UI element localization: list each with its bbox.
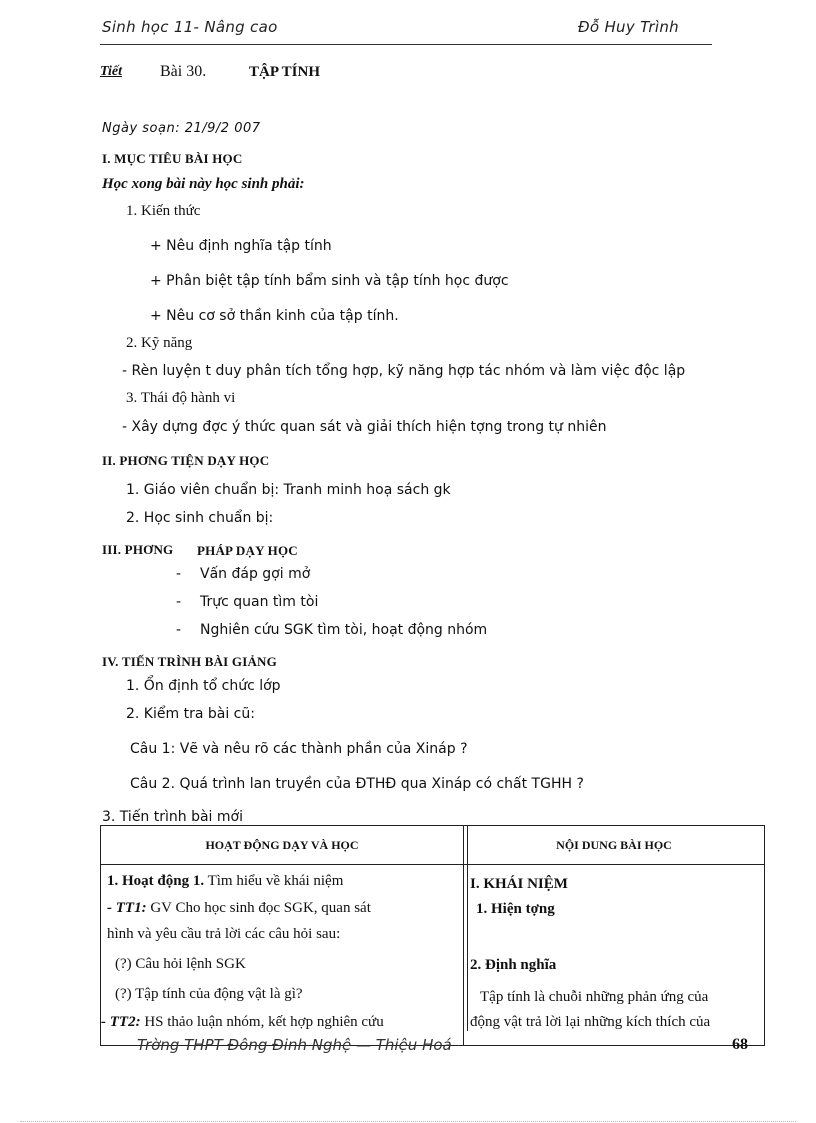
bullet-dash: - — [176, 594, 182, 610]
question-item: (?) Câu hỏi lệnh SGK — [115, 956, 246, 972]
new-lesson-heading: 3. Tiến trình bài mới — [102, 809, 243, 825]
tt1-continuation: hình và yêu cầu trả lời các câu hỏi sau: — [107, 926, 341, 942]
review-question: Câu 1: Vẽ và nêu rõ các thành phần của Xináp ? — [130, 741, 468, 757]
tt2-label: - TT2: — [101, 1014, 141, 1030]
knowledge-item: + Nêu định nghĩa tập tính — [150, 238, 332, 254]
phenomenon-heading: 1. Hiện tợng — [476, 901, 555, 917]
section-procedure-heading: IV. TIẾN TRÌNH BÀI GIẢNG — [102, 654, 277, 669]
skill-text: - Rèn luyện t duy phân tích tổng hợp, kỹ năng hợp tác nhóm và làm việc độc lập — [122, 363, 686, 379]
knowledge-heading: 1. Kiến thức — [126, 203, 201, 219]
tt2-text: HS thảo luận nhóm, kết hợp nghiên cứu — [140, 1014, 384, 1030]
lesson-number: Bài 30. — [160, 63, 207, 80]
table-column-divider — [463, 825, 468, 1031]
method-item: Vấn đáp gợi mở — [200, 566, 311, 582]
lesson-title: TẬP TÍNH — [249, 64, 320, 80]
header-subject: Sinh học 11- Nâng cao — [102, 18, 278, 36]
activity-subtitle: Tìm hiểu về khái niệm — [204, 873, 344, 889]
footer-school: Trờng THPT Đông Đinh Nghệ — Thiệu Hoá — [137, 1036, 452, 1054]
objectives-intro: Học xong bài này học sinh phải: — [102, 176, 305, 192]
lesson-table — [100, 825, 765, 1046]
section-materials-heading: II. PHƠNG TIỆN DẠY HỌC — [102, 453, 270, 468]
section-objectives-heading: I. MỤC TIÊU BÀI HỌC — [102, 151, 243, 166]
page-number: 68 — [732, 1036, 748, 1053]
section-methods-heading-cont: PHÁP DẠY HỌC — [197, 543, 298, 558]
activity-title: 1. Hoạt động 1. — [107, 873, 205, 889]
page-edge-divider — [20, 1121, 796, 1122]
header-author: Đỗ Huy Trình — [578, 18, 679, 36]
definition-text: Tập tính là chuỗi những phản ứng của — [480, 989, 709, 1005]
materials-item: 1. Giáo viên chuẩn bị: Tranh minh hoạ sách gk — [126, 482, 451, 498]
bullet-dash: - — [176, 622, 182, 638]
content-cell — [464, 865, 765, 1046]
header-rule — [100, 44, 712, 45]
table-header-activities: HOẠT ĐỘNG DẠY VÀ HỌC — [101, 826, 464, 865]
table-header-content: NỘI DUNG BÀI HỌC — [464, 826, 765, 865]
knowledge-item: + Phân biệt tập tính bẩm sinh và tập tính học được — [150, 273, 509, 289]
skill-heading: 2. Kỹ năng — [126, 335, 193, 351]
method-item: Nghiên cứu SGK tìm tòi, hoạt động nhóm — [200, 622, 488, 638]
procedure-item: 2. Kiểm tra bài cũ: — [126, 706, 255, 722]
method-item: Trực quan tìm tòi — [200, 594, 319, 610]
question-item: (?) Tập tính của động vật là gì? — [115, 986, 303, 1002]
procedure-item: 1. Ổn định tổ chức lớp — [126, 678, 281, 694]
bullet-dash: - — [176, 566, 182, 582]
attitude-heading: 3. Thái độ hành vi — [126, 390, 236, 406]
definition-text: động vật trả lời lại những kích thích của — [470, 1014, 711, 1030]
review-question: Câu 2. Quá trình lan truyền của ĐTHĐ qua Xináp có chất TGHH ? — [130, 776, 584, 792]
materials-item: 2. Học sinh chuẩn bị: — [126, 510, 274, 526]
lesson-period-label: Tiết — [100, 64, 123, 79]
attitude-text: - Xây dựng đợc ý thức quan sát và giải thích hiện tợng trong tự nhiên — [122, 419, 607, 435]
tt1-label: - TT1: — [107, 900, 147, 916]
tt1-text: GV Cho học sinh đọc SGK, quan sát — [146, 900, 371, 916]
knowledge-item: + Nêu cơ sở thần kinh của tập tính. — [150, 308, 399, 324]
concept-heading: I. KHÁI NIỆM — [470, 876, 568, 892]
definition-heading: 2. Định nghĩa — [470, 957, 557, 973]
prep-date: Ngày soạn: 21/9/2 007 — [102, 121, 261, 136]
activities-cell — [101, 865, 464, 1046]
section-methods-heading: III. PHƠNG — [102, 542, 174, 557]
